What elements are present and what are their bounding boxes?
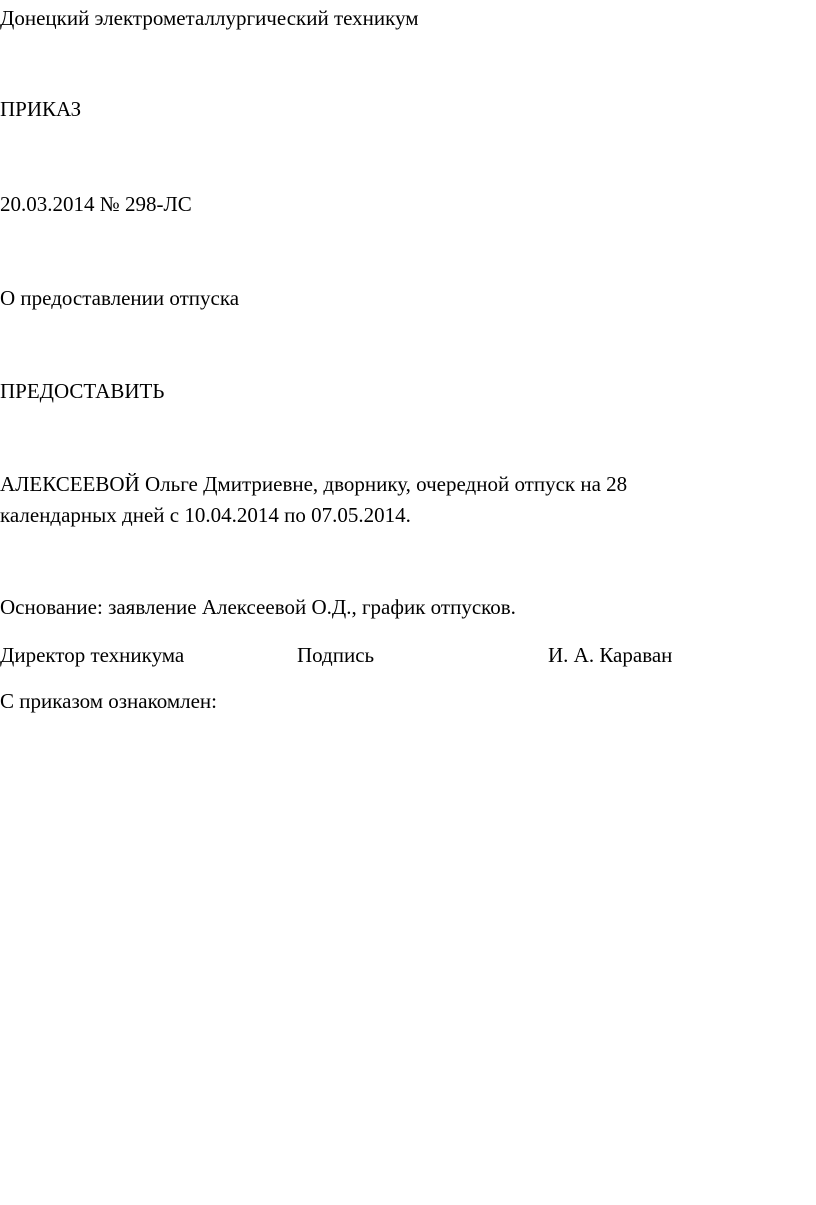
basis-statement: Основание: заявление Алексеевой О.Д., график отпусков. <box>0 595 516 619</box>
acknowledgement-line: С приказом ознакомлен: <box>0 689 218 713</box>
signatory-role: Директор техникума <box>0 643 185 667</box>
signature-label: Подпись <box>297 643 375 667</box>
document-type-heading: ПРИКАЗ <box>0 97 82 121</box>
signatory-name: И. А. Караван <box>548 643 673 667</box>
organization-name: Донецкий электрометаллургический техникум <box>0 6 419 30</box>
body-text-line-1: АЛЕКСЕЕВОЙ Ольге Дмитриевне, дворнику, очередной отпуск на 28 <box>0 472 628 496</box>
body-text-line-2: календарных дней с 10.04.2014 по 07.05.2014. <box>0 503 411 527</box>
document-subject: О предоставлении отпуска <box>0 286 240 310</box>
directive-verb: ПРЕДОСТАВИТЬ <box>0 379 165 403</box>
date-and-number: 20.03.2014 № 298-ЛС <box>0 192 192 216</box>
